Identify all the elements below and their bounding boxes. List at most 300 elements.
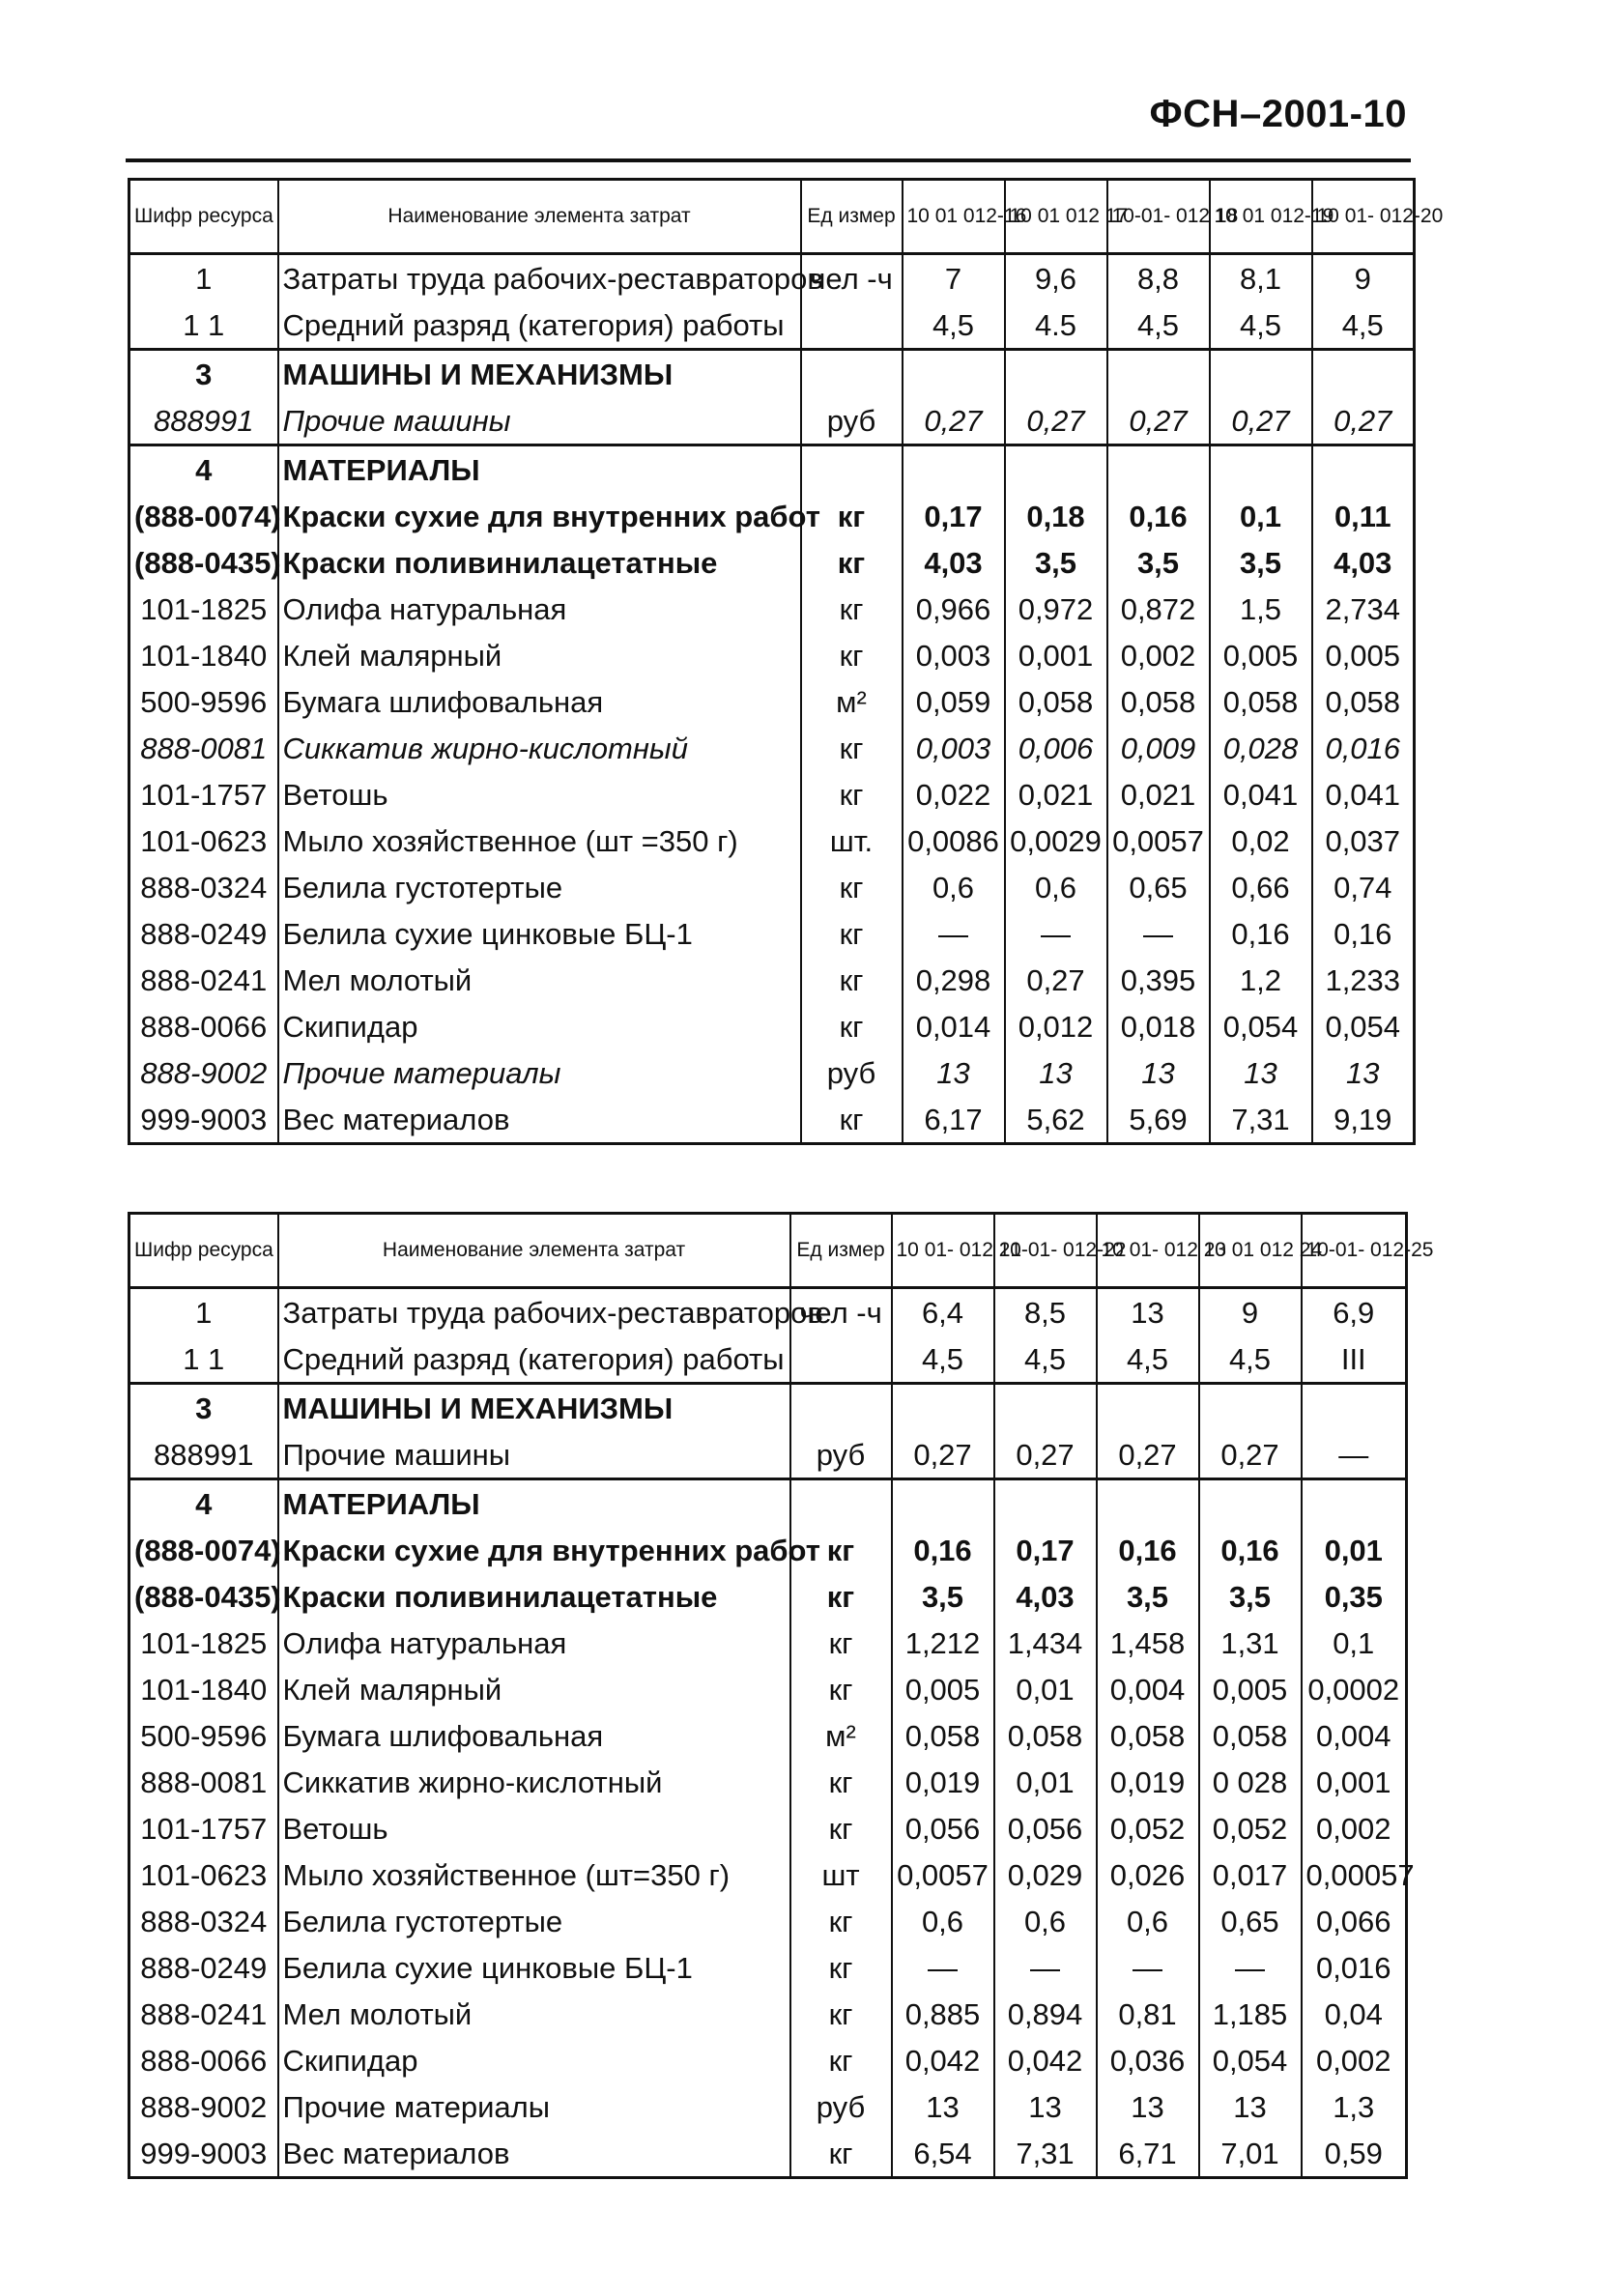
value-cell-1: 0,885 xyxy=(892,1991,994,2037)
value-cell-4: 0,041 xyxy=(1210,771,1312,818)
value-cell-3: 0,27 xyxy=(1097,1431,1199,1479)
unit-cell: кг xyxy=(801,632,903,678)
table-row xyxy=(129,1335,1407,1384)
table-row xyxy=(129,1431,1407,1479)
value-cell-4: 9 xyxy=(1199,1288,1302,1336)
value-cell-2: 0,27 xyxy=(1005,397,1107,445)
value-cell-3: 1,458 xyxy=(1097,1620,1199,1666)
cost-element-name: Ветошь xyxy=(278,1805,790,1851)
value-cell-1: 0,042 xyxy=(892,2037,994,2083)
value-cell-3: 0,036 xyxy=(1097,2037,1199,2083)
resource-code: 500-9596 xyxy=(129,1712,278,1759)
value-cell-4: — xyxy=(1199,1944,1302,1991)
value-cell-2: 0,6 xyxy=(994,1898,1097,1944)
cost-element-name: Белила сухие цинковые БЦ-1 xyxy=(278,910,801,957)
table-row xyxy=(129,1573,1407,1620)
value-cell-1: 0,003 xyxy=(903,725,1005,771)
resource-code: 101-1825 xyxy=(129,586,278,632)
unit-cell xyxy=(790,1479,892,1528)
resource-code: 4 xyxy=(129,445,278,494)
resource-code: 888991 xyxy=(129,397,278,445)
table-row xyxy=(129,1898,1407,1944)
unit-cell: кг xyxy=(801,1003,903,1049)
value-cell-5: 4,03 xyxy=(1312,539,1415,586)
cost-element-name: Скипидар xyxy=(278,2037,790,2083)
cost-element-name: Затраты труда рабочих-реставраторов xyxy=(278,1288,790,1336)
value-cell-4: 0,65 xyxy=(1199,1898,1302,1944)
value-cell-5: 0,002 xyxy=(1302,2037,1407,2083)
cost-element-name: Прочие машины xyxy=(278,397,801,445)
value-cell-5: 1,233 xyxy=(1312,957,1415,1003)
value-cell-5: 0,016 xyxy=(1312,725,1415,771)
resource-code: 101-0623 xyxy=(129,1851,278,1898)
value-cell-1: 0,6 xyxy=(892,1898,994,1944)
value-cell-1: 0,17 xyxy=(903,493,1005,539)
value-cell-3: 13 xyxy=(1097,1288,1199,1336)
table-row xyxy=(129,2083,1407,2130)
value-cell-4: 0,16 xyxy=(1210,910,1312,957)
resource-code: 101-1840 xyxy=(129,632,278,678)
value-cell-2: 3,5 xyxy=(1005,539,1107,586)
value-cell-5: 0,01 xyxy=(1302,1527,1407,1573)
value-cell-3 xyxy=(1097,1384,1199,1432)
value-cell-1 xyxy=(892,1384,994,1432)
unit-cell: руб xyxy=(801,1049,903,1096)
table-row xyxy=(129,910,1415,957)
value-cell-3: 0,052 xyxy=(1097,1805,1199,1851)
value-cell-3: 0,65 xyxy=(1107,864,1210,910)
unit-cell: шт xyxy=(790,1851,892,1898)
value-cell-4 xyxy=(1210,350,1312,398)
value-cell-4: 1,185 xyxy=(1199,1991,1302,2037)
resource-code: 888-0066 xyxy=(129,2037,278,2083)
value-cell-3 xyxy=(1107,350,1210,398)
value-cell-2: 4,03 xyxy=(994,1573,1097,1620)
unit-cell: кг xyxy=(790,1666,892,1712)
value-cell-1: 0,056 xyxy=(892,1805,994,1851)
value-cell-5: 9 xyxy=(1312,254,1415,302)
value-cell-4: 0,058 xyxy=(1210,678,1312,725)
resource-code: (888-0435) xyxy=(129,539,278,586)
value-cell-1: 13 xyxy=(903,1049,1005,1096)
value-cell-5: 0,054 xyxy=(1312,1003,1415,1049)
value-cell-2: 0,894 xyxy=(994,1991,1097,2037)
value-cell-5 xyxy=(1302,1479,1407,1528)
value-cell-3: 0,018 xyxy=(1107,1003,1210,1049)
value-cell-2: 13 xyxy=(994,2083,1097,2130)
value-cell-2: 0,058 xyxy=(1005,678,1107,725)
value-cell-1: 0,27 xyxy=(892,1431,994,1479)
header-unit: Ед измер xyxy=(790,1214,892,1288)
unit-cell xyxy=(790,1335,892,1384)
value-cell-3: 6,71 xyxy=(1097,2130,1199,2178)
value-cell-5: 0,016 xyxy=(1302,1944,1407,1991)
value-cell-5: 0,001 xyxy=(1302,1759,1407,1805)
cost-element-name: Вес материалов xyxy=(278,2130,790,2178)
header-code: Шифр ресурса xyxy=(129,1214,278,1288)
value-cell-3: 0,026 xyxy=(1097,1851,1199,1898)
value-cell-4: 13 xyxy=(1210,1049,1312,1096)
cost-element-name: Затраты труда рабочих-реставраторов xyxy=(278,254,801,302)
value-cell-5: 2,734 xyxy=(1312,586,1415,632)
unit-cell: кг xyxy=(790,1527,892,1573)
value-cell-5: 1,3 xyxy=(1302,2083,1407,2130)
cost-element-name: Мел молотый xyxy=(278,1991,790,2037)
table-row xyxy=(129,1712,1407,1759)
unit-cell: м² xyxy=(790,1712,892,1759)
cost-element-name: МАШИНЫ И МЕХАНИЗМЫ xyxy=(278,1384,790,1432)
resource-code: 4 xyxy=(129,1479,278,1528)
cost-element-name: Средний разряд (категория) работы xyxy=(278,301,801,350)
value-cell-2: 0,27 xyxy=(1005,957,1107,1003)
header-col-3: 10-01- 012 18 xyxy=(1107,180,1210,254)
value-cell-5 xyxy=(1302,1384,1407,1432)
table-header-row xyxy=(129,180,1415,254)
resource-code: 888-0081 xyxy=(129,725,278,771)
value-cell-3: 13 xyxy=(1097,2083,1199,2130)
value-cell-4: 0 028 xyxy=(1199,1759,1302,1805)
unit-cell: чел -ч xyxy=(790,1288,892,1336)
cost-element-name: Сиккатив жирно-кислотный xyxy=(278,725,801,771)
header-col-1: 10 01 012-16 xyxy=(903,180,1005,254)
value-cell-4: 0,054 xyxy=(1210,1003,1312,1049)
unit-cell: кг xyxy=(801,864,903,910)
table-row xyxy=(129,1003,1415,1049)
value-cell-5: 0,005 xyxy=(1312,632,1415,678)
value-cell-1: 0,019 xyxy=(892,1759,994,1805)
table-row xyxy=(129,301,1415,350)
unit-cell: чел -ч xyxy=(801,254,903,302)
value-cell-5: 6,9 xyxy=(1302,1288,1407,1336)
table-header-row xyxy=(129,1214,1407,1288)
value-cell-1: 0,298 xyxy=(903,957,1005,1003)
value-cell-5: 0,004 xyxy=(1302,1712,1407,1759)
cost-element-name: Прочие материалы xyxy=(278,1049,801,1096)
table-row xyxy=(129,632,1415,678)
value-cell-4: 7,31 xyxy=(1210,1096,1312,1144)
value-cell-2: 1,434 xyxy=(994,1620,1097,1666)
value-cell-3 xyxy=(1107,445,1210,494)
resource-code: 1 xyxy=(129,1288,278,1336)
resource-code: 888-9002 xyxy=(129,1049,278,1096)
value-cell-4: 7,01 xyxy=(1199,2130,1302,2178)
unit-cell: кг xyxy=(790,1944,892,1991)
table-row xyxy=(129,957,1415,1003)
table-row xyxy=(129,2130,1407,2178)
value-cell-1 xyxy=(892,1479,994,1528)
value-cell-4: 0,16 xyxy=(1199,1527,1302,1573)
value-cell-1: 13 xyxy=(892,2083,994,2130)
table-row xyxy=(129,1759,1407,1805)
header-col-5: 10-01- 012-25 xyxy=(1302,1214,1407,1288)
resource-code: 999-9003 xyxy=(129,1096,278,1144)
value-cell-2: 0,056 xyxy=(994,1805,1097,1851)
value-cell-5: 0,066 xyxy=(1302,1898,1407,1944)
value-cell-1: 0,16 xyxy=(892,1527,994,1573)
value-cell-5: 0,041 xyxy=(1312,771,1415,818)
resource-table-2 xyxy=(128,1212,1434,2179)
value-cell-1: 0,6 xyxy=(903,864,1005,910)
value-cell-5: 0,27 xyxy=(1312,397,1415,445)
value-cell-5: 0,16 xyxy=(1312,910,1415,957)
value-cell-2: 7,31 xyxy=(994,2130,1097,2178)
cost-element-name: Прочие машины xyxy=(278,1431,790,1479)
table-row xyxy=(129,1096,1415,1144)
resource-code: 500-9596 xyxy=(129,678,278,725)
table-row xyxy=(129,1288,1407,1336)
value-cell-4: 4,5 xyxy=(1199,1335,1302,1384)
header-col-3: 10 01- 012 23 xyxy=(1097,1214,1199,1288)
value-cell-2: 0,029 xyxy=(994,1851,1097,1898)
table-row xyxy=(129,818,1415,864)
value-cell-3: 0,27 xyxy=(1107,397,1210,445)
value-cell-5: 0,04 xyxy=(1302,1991,1407,2037)
value-cell-3: 8,8 xyxy=(1107,254,1210,302)
value-cell-3: 13 xyxy=(1107,1049,1210,1096)
table-row xyxy=(129,350,1415,398)
header-col-4: 10 01 012-19 xyxy=(1210,180,1312,254)
resource-code: (888-0435) xyxy=(129,1573,278,1620)
value-cell-1: — xyxy=(892,1944,994,1991)
value-cell-1: 0,966 xyxy=(903,586,1005,632)
unit-cell: кг xyxy=(801,586,903,632)
resource-code: 888-0324 xyxy=(129,1898,278,1944)
cost-element-name: Олифа натуральная xyxy=(278,1620,790,1666)
value-cell-3: 0,058 xyxy=(1107,678,1210,725)
value-cell-2: 0,18 xyxy=(1005,493,1107,539)
cost-element-name: Клей малярный xyxy=(278,632,801,678)
value-cell-3: 0,16 xyxy=(1107,493,1210,539)
value-cell-4 xyxy=(1210,445,1312,494)
unit-cell xyxy=(801,445,903,494)
value-cell-4: 8,1 xyxy=(1210,254,1312,302)
value-cell-4: 0,1 xyxy=(1210,493,1312,539)
value-cell-1: 0,0086 xyxy=(903,818,1005,864)
value-cell-5: 13 xyxy=(1312,1049,1415,1096)
value-cell-3: 0,81 xyxy=(1097,1991,1199,2037)
value-cell-2: 0,012 xyxy=(1005,1003,1107,1049)
value-cell-3 xyxy=(1097,1479,1199,1528)
header-rule xyxy=(126,158,1411,162)
value-cell-5: — xyxy=(1302,1431,1407,1479)
table-row xyxy=(129,1479,1407,1528)
value-cell-5: 0,35 xyxy=(1302,1573,1407,1620)
value-cell-2 xyxy=(1005,445,1107,494)
value-cell-4: 0,017 xyxy=(1199,1851,1302,1898)
value-cell-1: 7 xyxy=(903,254,1005,302)
value-cell-2 xyxy=(994,1384,1097,1432)
value-cell-2: 0,0029 xyxy=(1005,818,1107,864)
value-cell-1: 6,17 xyxy=(903,1096,1005,1144)
unit-cell: шт. xyxy=(801,818,903,864)
header-unit: Ед измер xyxy=(801,180,903,254)
value-cell-5: 9,19 xyxy=(1312,1096,1415,1144)
header-col-5: 10 01- 012-20 xyxy=(1312,180,1415,254)
value-cell-3: 3,5 xyxy=(1107,539,1210,586)
unit-cell: кг xyxy=(801,493,903,539)
resource-code: 101-1825 xyxy=(129,1620,278,1666)
value-cell-2: 0,6 xyxy=(1005,864,1107,910)
resource-code: 101-0623 xyxy=(129,818,278,864)
table-body xyxy=(129,1288,1415,2178)
unit-cell: руб xyxy=(790,2083,892,2130)
resource-table-1 xyxy=(128,178,1444,1145)
value-cell-3: 0,872 xyxy=(1107,586,1210,632)
resource-code: 101-1757 xyxy=(129,1805,278,1851)
table-row xyxy=(129,254,1415,302)
value-cell-1: 6,54 xyxy=(892,2130,994,2178)
value-cell-5: III xyxy=(1302,1335,1407,1384)
resource-code: 101-1757 xyxy=(129,771,278,818)
value-cell-1 xyxy=(903,350,1005,398)
resource-code: 1 1 xyxy=(129,1335,278,1384)
value-cell-2 xyxy=(1005,350,1107,398)
cost-element-name: Мыло хозяйственное (шт =350 г) xyxy=(278,818,801,864)
cost-element-name: Краски поливинилацетатные xyxy=(278,539,801,586)
value-cell-4: 0,27 xyxy=(1199,1431,1302,1479)
resource-code: 3 xyxy=(129,1384,278,1432)
resource-code: 888-0249 xyxy=(129,1944,278,1991)
header-col-1: 10 01- 012 21 xyxy=(892,1214,994,1288)
table-row xyxy=(129,725,1415,771)
value-cell-5: 0,11 xyxy=(1312,493,1415,539)
resource-code: 999-9003 xyxy=(129,2130,278,2178)
cost-element-name: Скипидар xyxy=(278,1003,801,1049)
table-row xyxy=(129,1851,1407,1898)
table-row xyxy=(129,1620,1407,1666)
table-row xyxy=(129,539,1415,586)
resource-code: 888-0249 xyxy=(129,910,278,957)
value-cell-4: 0,66 xyxy=(1210,864,1312,910)
table-row xyxy=(129,864,1415,910)
value-cell-5: 0,0002 xyxy=(1302,1666,1407,1712)
resource-code: 888-0324 xyxy=(129,864,278,910)
unit-cell: кг xyxy=(801,957,903,1003)
value-cell-2: 4.5 xyxy=(1005,301,1107,350)
header-name: Наименование элемента затрат xyxy=(278,180,801,254)
cost-element-name: Мыло хозяйственное (шт=350 г) xyxy=(278,1851,790,1898)
value-cell-2: — xyxy=(1005,910,1107,957)
unit-cell: кг xyxy=(790,1620,892,1666)
unit-cell xyxy=(790,1384,892,1432)
cost-element-name: Средний разряд (категория) работы xyxy=(278,1335,790,1384)
unit-cell: кг xyxy=(790,1805,892,1851)
value-cell-4: 0,054 xyxy=(1199,2037,1302,2083)
value-cell-5 xyxy=(1312,350,1415,398)
header-name: Наименование элемента затрат xyxy=(278,1214,790,1288)
value-cell-2: 0,058 xyxy=(994,1712,1097,1759)
unit-cell: кг xyxy=(790,1759,892,1805)
value-cell-3: 0,0057 xyxy=(1107,818,1210,864)
table-row xyxy=(129,445,1415,494)
value-cell-3: 0,395 xyxy=(1107,957,1210,1003)
value-cell-5: 0,59 xyxy=(1302,2130,1407,2178)
table-row xyxy=(129,586,1415,632)
value-cell-4: 4,5 xyxy=(1210,301,1312,350)
resource-code: 101-1840 xyxy=(129,1666,278,1712)
value-cell-4: 13 xyxy=(1199,2083,1302,2130)
value-cell-5 xyxy=(1312,445,1415,494)
value-cell-5: 0,058 xyxy=(1312,678,1415,725)
value-cell-1: 3,5 xyxy=(892,1573,994,1620)
value-cell-2: 4,5 xyxy=(994,1335,1097,1384)
unit-cell: кг xyxy=(790,1898,892,1944)
resource-code: 1 1 xyxy=(129,301,278,350)
cost-element-name: Прочие материалы xyxy=(278,2083,790,2130)
unit-cell xyxy=(801,350,903,398)
unit-cell: кг xyxy=(790,1573,892,1620)
header-col-2: 10-01- 012-22 xyxy=(994,1214,1097,1288)
value-cell-3: 0,058 xyxy=(1097,1712,1199,1759)
table-row xyxy=(129,1527,1407,1573)
unit-cell: руб xyxy=(801,397,903,445)
resource-code: 888-0081 xyxy=(129,1759,278,1805)
value-cell-1: 0,0057 xyxy=(892,1851,994,1898)
cost-element-name: МАТЕРИАЛЫ xyxy=(278,445,801,494)
value-cell-2: 5,62 xyxy=(1005,1096,1107,1144)
value-cell-4: 3,5 xyxy=(1210,539,1312,586)
value-cell-1: 0,005 xyxy=(892,1666,994,1712)
value-cell-1: 0,014 xyxy=(903,1003,1005,1049)
unit-cell xyxy=(801,301,903,350)
value-cell-1 xyxy=(903,445,1005,494)
value-cell-2: 0,17 xyxy=(994,1527,1097,1573)
table-row xyxy=(129,1944,1407,1991)
unit-cell: м² xyxy=(801,678,903,725)
value-cell-1: 0,022 xyxy=(903,771,1005,818)
value-cell-3: 0,6 xyxy=(1097,1898,1199,1944)
value-cell-2: 13 xyxy=(1005,1049,1107,1096)
table-row xyxy=(129,1991,1407,2037)
value-cell-3: 0,004 xyxy=(1097,1666,1199,1712)
value-cell-4: 1,2 xyxy=(1210,957,1312,1003)
resource-code: 888991 xyxy=(129,1431,278,1479)
value-cell-2: 0,042 xyxy=(994,2037,1097,2083)
table-row xyxy=(129,771,1415,818)
cost-element-name: Белила густотертые xyxy=(278,1898,790,1944)
value-cell-4: 0,058 xyxy=(1199,1712,1302,1759)
resource-code: 888-9002 xyxy=(129,2083,278,2130)
value-cell-3: — xyxy=(1107,910,1210,957)
cost-element-name: МАШИНЫ И МЕХАНИЗМЫ xyxy=(278,350,801,398)
value-cell-2: 0,01 xyxy=(994,1759,1097,1805)
table-row xyxy=(129,1805,1407,1851)
value-cell-5: 0,74 xyxy=(1312,864,1415,910)
value-cell-3: 3,5 xyxy=(1097,1573,1199,1620)
table-row xyxy=(129,1666,1407,1712)
value-cell-2: 0,01 xyxy=(994,1666,1097,1712)
unit-cell: кг xyxy=(801,725,903,771)
value-cell-5: 0,00057 xyxy=(1302,1851,1407,1898)
table-row xyxy=(129,678,1415,725)
value-cell-3: 4,5 xyxy=(1107,301,1210,350)
value-cell-4: 0,052 xyxy=(1199,1805,1302,1851)
unit-cell: руб xyxy=(790,1431,892,1479)
value-cell-4: 1,5 xyxy=(1210,586,1312,632)
value-cell-2: — xyxy=(994,1944,1097,1991)
value-cell-5: 0,1 xyxy=(1302,1620,1407,1666)
value-cell-2: 0,006 xyxy=(1005,725,1107,771)
value-cell-4 xyxy=(1199,1479,1302,1528)
unit-cell: кг xyxy=(801,1096,903,1144)
cost-element-name: МАТЕРИАЛЫ xyxy=(278,1479,790,1528)
resource-code: 888-0241 xyxy=(129,957,278,1003)
cost-element-name: Сиккатив жирно-кислотный xyxy=(278,1759,790,1805)
unit-cell: кг xyxy=(801,539,903,586)
table-row xyxy=(129,1049,1415,1096)
value-cell-3: 0,16 xyxy=(1097,1527,1199,1573)
value-cell-4: 0,005 xyxy=(1199,1666,1302,1712)
